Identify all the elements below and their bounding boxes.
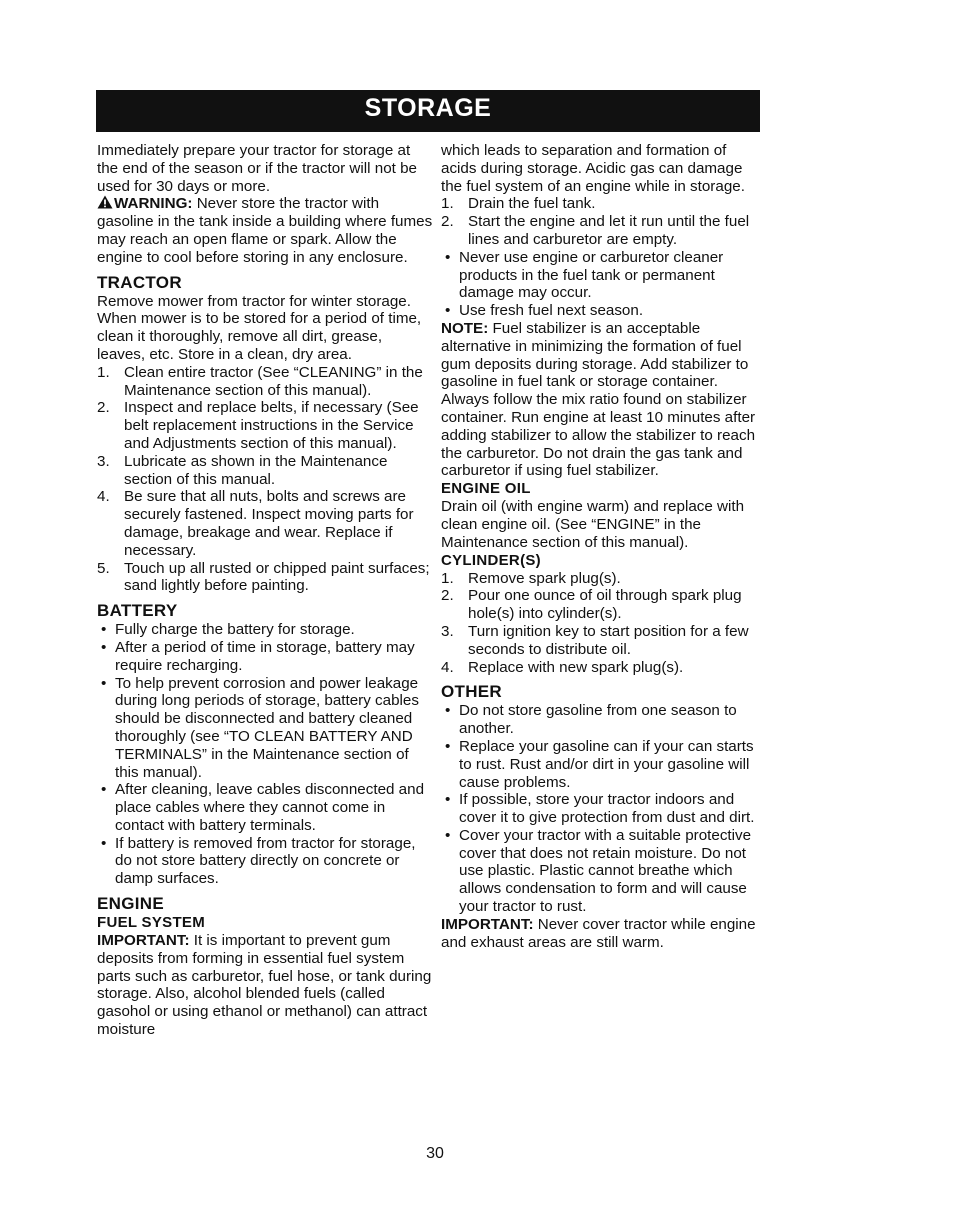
list-item: 2. Start the engine and let it run until the fuel lines and carburetor are empty. bbox=[441, 213, 750, 248]
fuel-system-steps bbox=[441, 195, 763, 248]
list-item: • If possible, store your tractor indoors and cover it to give protection from dust and dirt. bbox=[441, 791, 763, 827]
list-item: • Replace your gasoline can if your can starts to rust. Rust and/or dirt in your gasoline will cause problems. bbox=[441, 738, 763, 791]
important-label: IMPORTANT: bbox=[441, 915, 534, 933]
important-label: IMPORTANT: bbox=[97, 932, 190, 950]
list-item: 2. Pour one ounce of oil through spark plug hole(s) into cylinder(s). bbox=[441, 587, 742, 623]
page-title: STORAGE bbox=[364, 94, 492, 122]
fuel-system-bullets bbox=[441, 249, 763, 320]
page-title-banner bbox=[96, 90, 760, 132]
tractor-intro: Remove mower from tractor for winter storage. When mower is to be stored for a period of time, clean it thoroughly, remove all dirt, grease, leaves, etc. Store in a clean, dry area. bbox=[97, 292, 422, 363]
engine-heading: ENGINE bbox=[97, 894, 164, 914]
list-item: 5. Touch up all rusted or chipped paint surfaces; sand lightly before painting. bbox=[97, 559, 430, 595]
list-item: • Never use engine or carburetor cleaner products in the fuel tank or permanent damage may occur. bbox=[441, 249, 763, 302]
list-item: • Do not store gasoline from one season to another. bbox=[441, 702, 763, 738]
other-bullets bbox=[441, 702, 763, 916]
note-label: NOTE: bbox=[441, 319, 489, 337]
battery-bullets bbox=[97, 621, 433, 888]
list-item: 4. Replace with new spark plug(s). bbox=[441, 658, 684, 676]
cylinders-heading: CYLINDER(S) bbox=[441, 551, 541, 569]
list-item: • Use fresh fuel next season. bbox=[441, 302, 763, 320]
tractor-heading: TRACTOR bbox=[97, 272, 182, 292]
fuel-stabilizer-note bbox=[441, 320, 763, 480]
cylinders-steps bbox=[441, 570, 763, 677]
list-item: 4. Be sure that all nuts, bolts and screws are securely fastened. Inspect moving parts for damage, breakage and wear. Replace if necessary. bbox=[97, 488, 414, 559]
engine-oil-text: Drain oil (with engine warm) and replace with clean engine oil. (See “ENGINE” in the Maintenance section of this manual). bbox=[441, 498, 745, 551]
warning-text: Never store the tractor with gasoline in the tank inside a building where fumes may reach an open flame or spark. Allow the engine to cool before storing in any enclosure. bbox=[97, 195, 433, 266]
list-item: • To help prevent corrosion and power leakage during long periods of storage, battery cables should be disconnected and battery cleaned thoroughly (see “TO CLEAN BATTERY AND TERMINALS” in the Maintenance section of this manual). bbox=[97, 675, 433, 782]
list-item: 2. Inspect and replace belts, if necessary (See belt replacement instructions in the Service and Adjustments section of this manual). bbox=[97, 399, 419, 452]
note-text: Fuel stabilizer is an acceptable alternative in minimizing the formation of fuel gum deposits during storage. Add stabilizer to gasoline in fuel tank or storage container. Always follow the mix ratio found on stabilizer container. Run engine at least 10 minutes after adding stabilizer to allow the stabilizer to reach the carburetor. Do not drain the gas tank and carburetor if using fuel stabilizer. bbox=[441, 319, 756, 480]
other-important-text: Never cover tractor while engine and exhaust areas are still warm. bbox=[441, 915, 756, 951]
warning-label: WARNING: bbox=[114, 195, 193, 213]
right-column bbox=[441, 142, 763, 951]
engine-oil-heading: ENGINE OIL bbox=[441, 480, 531, 498]
list-item: 3. Lubricate as shown in the Maintenance section of this manual. bbox=[97, 452, 388, 488]
fuel-system-heading: FUEL SYSTEM bbox=[97, 914, 206, 932]
other-important bbox=[441, 916, 763, 952]
list-item: 1. Remove spark plug(s). bbox=[441, 569, 621, 587]
fuel-system-important bbox=[97, 932, 433, 1039]
tractor-steps bbox=[97, 364, 433, 595]
list-item: • Cover your tractor with a suitable protective cover that does not retain moisture. Do not use plastic. Plastic cannot breathe which allows condensation to form and will cause your tractor to rust. bbox=[441, 827, 763, 916]
list-item: 1. Drain the fuel tank. bbox=[441, 195, 596, 213]
list-item: • After a period of time in storage, battery may require recharging. bbox=[97, 639, 433, 675]
list-item: • If battery is removed from tractor for storage, do not store battery directly on concrete or damp surfaces. bbox=[97, 835, 433, 888]
warning-triangle-icon bbox=[97, 195, 113, 209]
page-number: 30 bbox=[426, 1145, 444, 1162]
intro-text: Immediately prepare your tractor for storage at the end of the season or if the tractor will not be used for 30 days or more. bbox=[97, 142, 417, 195]
fuel-system-important-text-part1: It is important to prevent gum deposits from forming in essential fuel system parts such as carburetor, fuel hose, or tank during storage. Also, alcohol blended fuels (called gasohol or using ethanol or methanol) can attract moisture bbox=[97, 932, 432, 1039]
list-item: • After cleaning, leave cables disconnected and place cables where they cannot come in contact with battery terminals. bbox=[97, 781, 433, 834]
list-item: • Fully charge the battery for storage. bbox=[97, 621, 433, 639]
intro-paragraph bbox=[97, 142, 433, 267]
fuel-system-important-continued: which leads to separation and formation of acids during storage. Acidic gas can damage the fuel system of an engine while in storage. bbox=[441, 142, 745, 195]
list-item: 3. Turn ignition key to start position for a few seconds to distribute oil. bbox=[441, 622, 749, 658]
list-item: 1. Clean entire tractor (See “CLEANING” in the Maintenance section of this manual). bbox=[97, 363, 423, 399]
left-column bbox=[97, 142, 433, 1039]
battery-heading: BATTERY bbox=[97, 601, 178, 621]
other-heading: OTHER bbox=[441, 682, 502, 702]
